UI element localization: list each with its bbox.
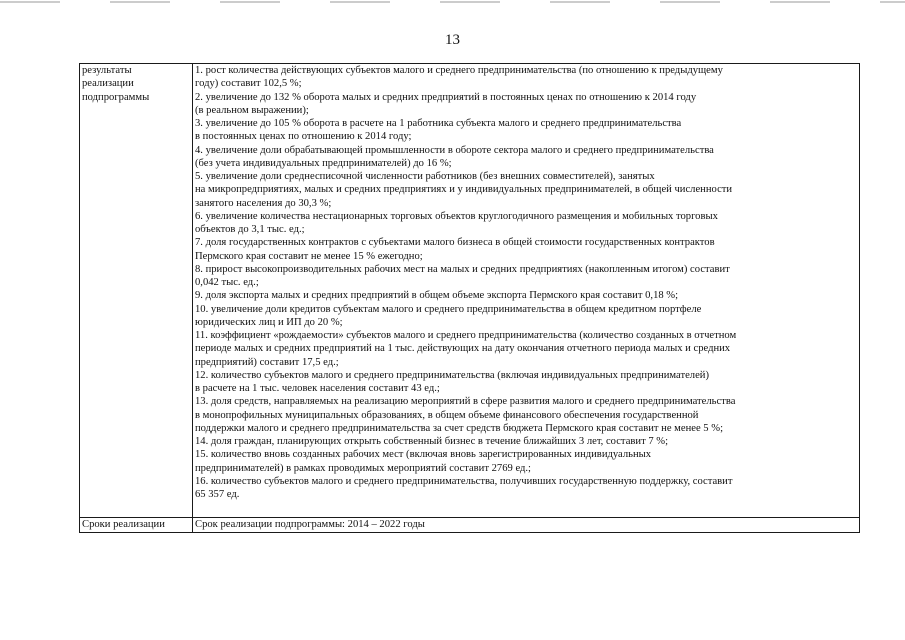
term-row <box>80 518 860 532</box>
scan-top-edge <box>0 1 905 3</box>
result-line: 16. количество субъектов малого и среднего предпринимательства, получивших государственную поддержку, составит <box>195 475 733 487</box>
result-line: юридических лиц и ИП до 20 %; <box>195 316 343 328</box>
results-label-cell <box>80 64 193 518</box>
result-line: 8. прирост высокопроизводительных рабочих мест на малых и средних предприятиях (накопленным итогом) составит <box>195 263 730 275</box>
result-line: периоде малых и средних предприятий на 1 тыс. действующих на дату окончания отчетного периода малых и средних <box>195 343 731 355</box>
result-line: 10. увеличение доли кредитов субъектам малого и среднего предпринимательства в общем кредитном портфеле <box>195 303 702 315</box>
result-line: в монопрофильных муниципальных образованиях, в общем объеме финансового обеспечения государственной <box>195 409 699 421</box>
result-line: 14. доля граждан, планирующих открыть собственный бизнес в течение ближайших 3 лет, составит 7 %; <box>195 436 669 447</box>
results-label-line: результаты <box>82 65 132 76</box>
result-line: в постоянных ценах по отношению к 2014 году; <box>195 131 412 143</box>
result-line: 1. рост количества действующих субъектов малого и среднего предпринимательства (по отношению к предыдущему <box>195 65 723 76</box>
result-line: занятого населения до 30,3 %; <box>195 197 332 209</box>
result-line: 9. доля экспорта малых и средних предприятий в общем объеме экспорта Пермского края составит 0,18 %; <box>195 290 679 302</box>
result-line: году) составит 102,5 %; <box>195 78 302 90</box>
result-line: предпринимателей) в рамках проводимых мероприятий составит 2769 ед.; <box>195 462 531 474</box>
result-line: 13. доля средств, направляемых на реализацию мероприятий в сфере развития малого и среднего предпринимательства <box>195 396 736 408</box>
result-line: предприятий) составит 17,5 ед.; <box>195 356 339 368</box>
result-line: 15. количество вновь созданных рабочих мест (включая вновь зарегистрированных индивидуальных <box>195 449 652 461</box>
term-label-cell <box>80 518 193 532</box>
term-value-cell <box>193 518 860 532</box>
result-line: 7. доля государственных контрактов с субъектами малого бизнеса в общей стоимости государственных контрактов <box>195 237 715 249</box>
result-line: 0,042 тыс. ед.; <box>195 277 259 288</box>
result-line: 5. увеличение доли среднесписочной численности работников (без внешних совместителей), занятых <box>195 171 655 182</box>
result-line: в расчете на 1 тыс. человек населения составит 43 ед.; <box>195 383 440 394</box>
results-label-line: реализации <box>82 78 134 90</box>
cell-bottom-space <box>195 501 857 517</box>
result-line: 12. количество субъектов малого и среднего предпринимательства (включая индивидуальных предпринимателей) <box>195 369 709 381</box>
result-line: 2. увеличение до 132 % оборота малых и средних предприятий в постоянных ценах по отношению к 2014 году <box>195 91 697 103</box>
result-line: Пермского края составит не менее 15 % ежегодно; <box>195 250 423 262</box>
result-line: (без учета индивидуальных предпринимателей) до 16 %; <box>195 157 452 169</box>
result-line: 4. увеличение доли обрабатывающей промышленности в обороте сектора малого и среднего предпринимательства <box>195 144 714 156</box>
result-line: 11. коэффициент «рождаемости» субъектов малого и среднего предпринимательства (количество созданных в отчетном <box>195 330 737 341</box>
results-row <box>80 64 860 518</box>
results-label-line: подпрограммы <box>82 91 150 103</box>
passport-table <box>79 63 860 533</box>
term-label: Сроки реализации <box>82 519 165 531</box>
result-line: поддержки малого и среднего предпринимательства за счет средств бюджета Пермского края составит не менее 5 %; <box>195 422 724 434</box>
result-line: на микропредприятиях, малых и средних предприятиях и у индивидуальных предпринимателей, в общей численности <box>195 184 733 196</box>
term-value: Срок реализации подпрограммы: 2014 – 2022 годы <box>195 519 425 531</box>
results-value-cell <box>193 64 860 518</box>
result-line: 6. увеличение количества нестационарных торговых объектов круглогодичного размещения и мобильных торговых <box>195 210 718 222</box>
result-line: (в реальном выражении); <box>195 104 309 116</box>
result-line: объектов до 3,1 тыс. ед.; <box>195 224 305 235</box>
result-line: 65 357 ед. <box>195 489 240 500</box>
result-line: 3. увеличение до 105 % оборота в расчете на 1 работника субъекта малого и среднего предпринимательства <box>195 118 682 129</box>
page-number: 13 <box>445 32 460 48</box>
